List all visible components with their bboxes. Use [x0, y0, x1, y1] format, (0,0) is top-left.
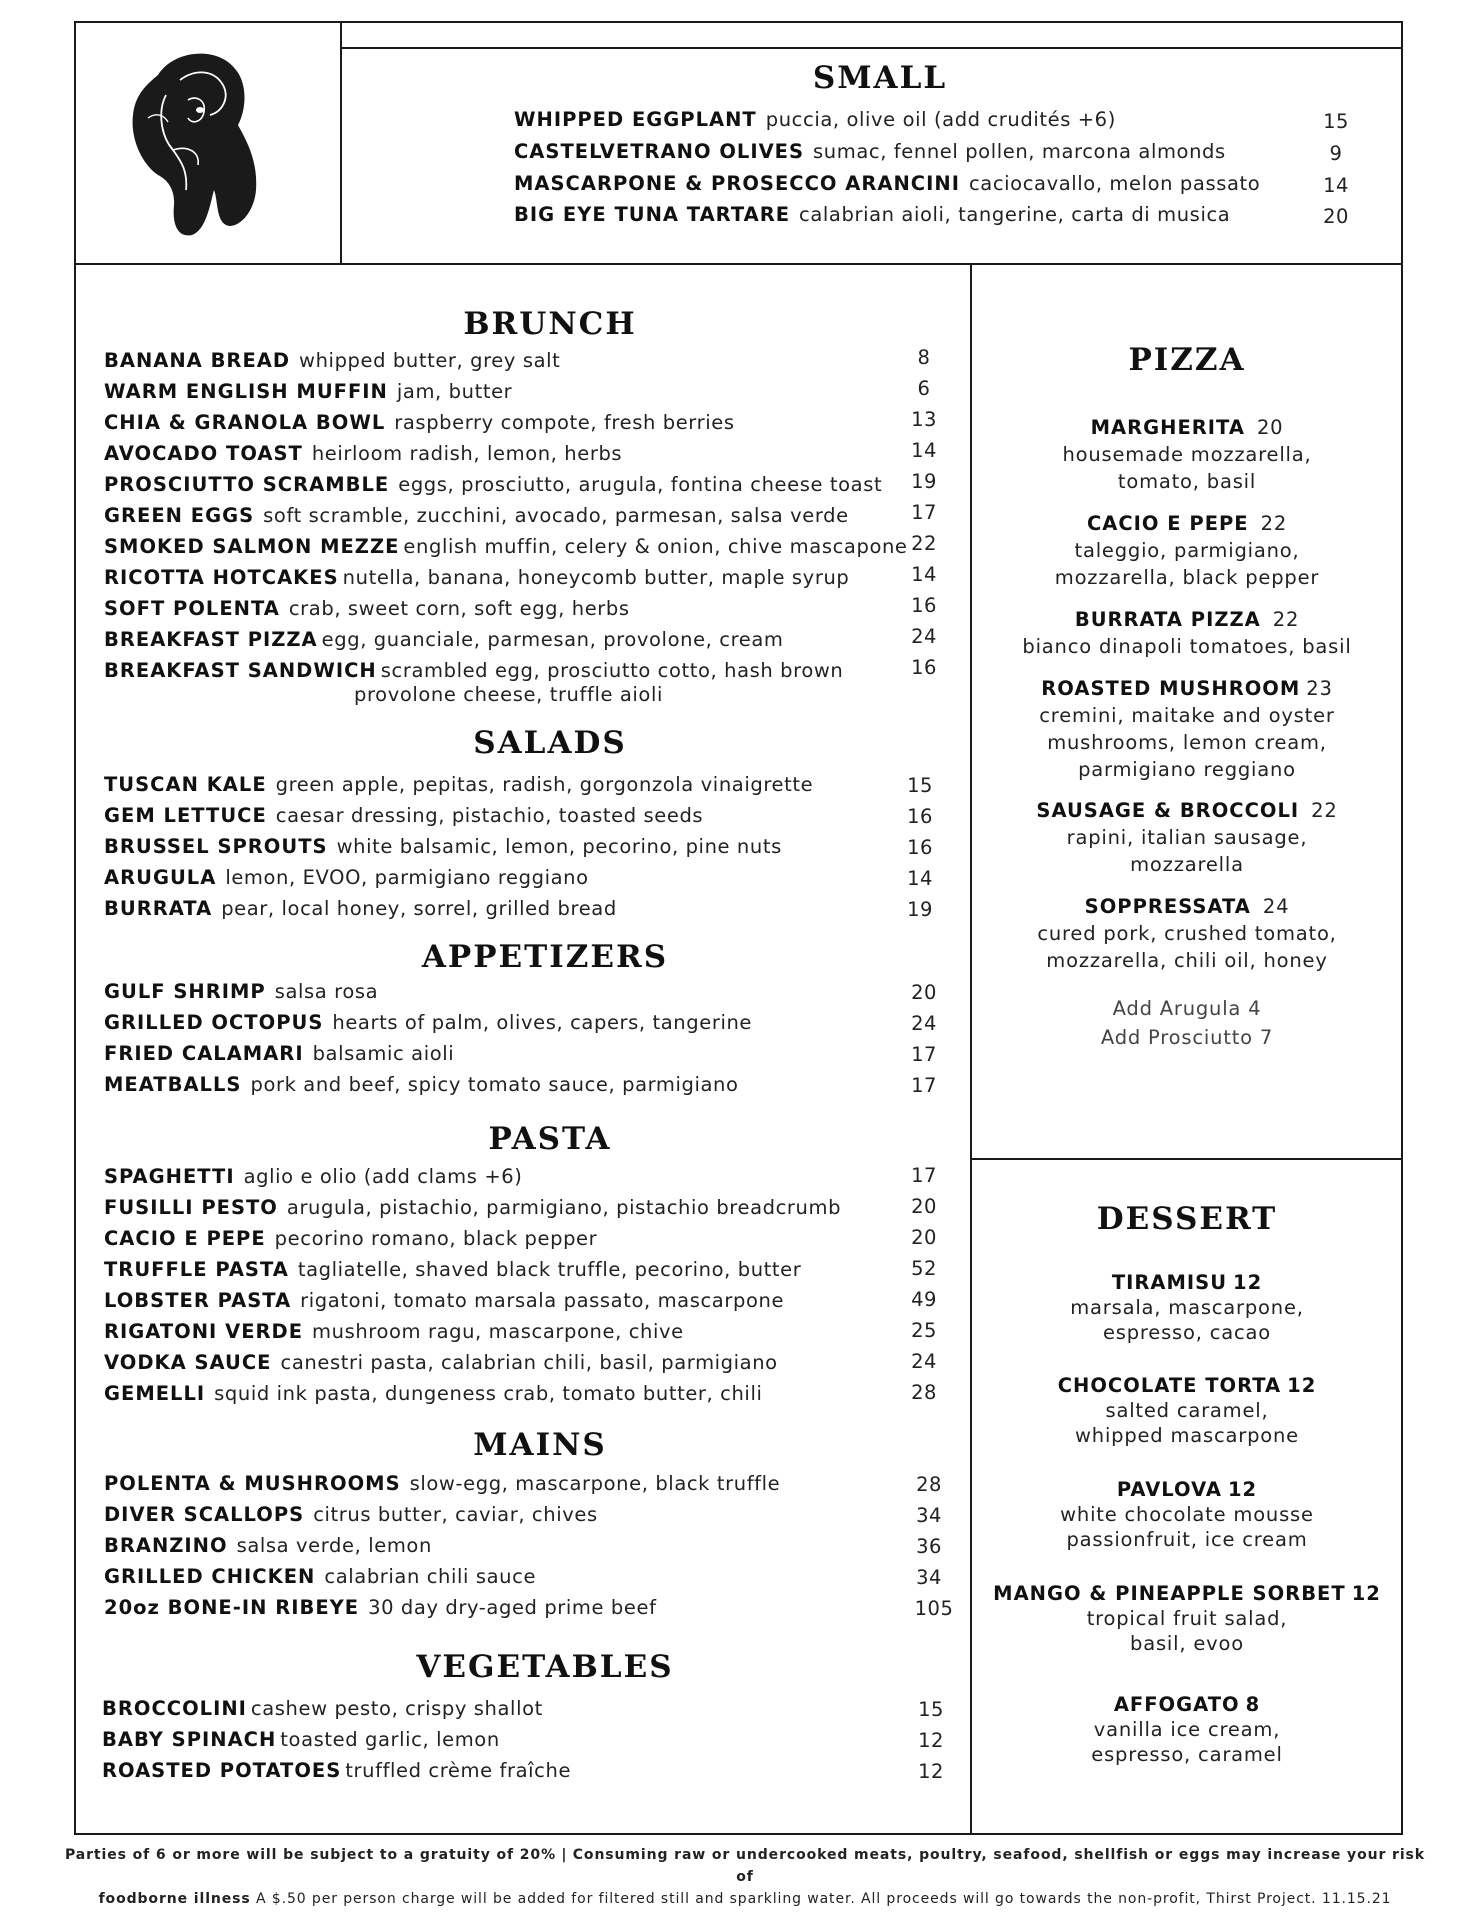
vegetables-price: 12 — [918, 1729, 944, 1752]
brunch-price: 6 — [917, 377, 931, 400]
brunch-item: GREEN EGGS soft scramble, zucchini, avocado, parmesan, salsa verde — [104, 504, 849, 527]
pizza-item: ROASTED MUSHROOM 23 cremini, maitake and oyster mushrooms, lemon cream, parmigiano reggiano — [1039, 677, 1335, 781]
appetizers-price: 17 — [911, 1074, 937, 1097]
pasta-price: 49 — [911, 1288, 937, 1311]
mains-item: 20oz BONE-IN RIBEYE 30 day dry-aged prime beef — [104, 1596, 657, 1619]
brunch-item: WARM ENGLISH MUFFIN jam, butter — [104, 380, 513, 403]
salads-item: TUSCAN KALE green apple, pepitas, radish, gorgonzola vinaigrette — [104, 773, 814, 796]
small-item: MASCARPONE & PROSECCO ARANCINI caciocavallo, melon passato — [514, 172, 1261, 195]
mains-title: MAINS — [473, 1427, 607, 1463]
salads-price: 16 — [907, 836, 933, 859]
pasta-price: 28 — [911, 1381, 937, 1404]
dessert-item: MANGO & PINEAPPLE SORBET 12 tropical fruit salad, basil, evoo — [993, 1582, 1381, 1655]
small-price: 20 — [1323, 205, 1349, 228]
vegetables-title: VEGETABLES — [416, 1649, 674, 1685]
small-title: SMALL — [812, 60, 948, 96]
frame-right — [1401, 21, 1403, 1835]
dessert-item: PAVLOVA 12 white chocolate mousse passionfruit, ice cream — [1060, 1478, 1314, 1551]
mains-price: 34 — [916, 1504, 942, 1527]
salads-item: BURRATA pear, local honey, sorrel, grilled bread — [104, 897, 617, 920]
elephant-logo-icon — [118, 40, 268, 240]
pasta-item: FUSILLI PESTO arugula, pistachio, parmigiano, pistachio breadcrumb — [104, 1196, 842, 1219]
small-item: BIG EYE TUNA TARTARE calabrian aioli, tangerine, carta di musica — [514, 203, 1231, 226]
dessert-item: TIRAMISU 12 marsala, mascarpone, espresso, cacao — [1070, 1271, 1304, 1344]
pasta-item: CACIO E PEPE pecorino romano, black pepper — [104, 1227, 598, 1250]
pasta-price: 17 — [911, 1164, 937, 1187]
mains-item: DIVER SCALLOPS citrus butter, caviar, chives — [104, 1503, 598, 1526]
pasta-price: 20 — [911, 1226, 937, 1249]
brunch-item: CHIA & GRANOLA BOWL raspberry compote, fresh berries — [104, 411, 735, 434]
brunch-price: 8 — [917, 346, 931, 369]
vegetables-item: BROCCOLINI cashew pesto, crispy shallot — [102, 1697, 543, 1720]
brunch-item: SMOKED SALMON MEZZE english muffin, celery & onion, chive mascapone — [104, 535, 908, 558]
salads-price: 15 — [907, 774, 933, 797]
salads-price: 14 — [907, 867, 933, 890]
mains-price: 34 — [916, 1566, 942, 1589]
brunch-price: 14 — [911, 563, 937, 586]
brunch-price: 17 — [911, 501, 937, 524]
frame-bottom — [74, 1833, 1403, 1835]
dessert-title: DESSERT — [1096, 1201, 1278, 1237]
pizza-addon: Add Prosciutto 7 — [1100, 1026, 1274, 1049]
pasta-price: 25 — [911, 1319, 937, 1342]
mains-item: GRILLED CHICKEN calabrian chili sauce — [104, 1565, 537, 1588]
brunch-price: 24 — [911, 625, 937, 648]
appetizers-item: MEATBALLS pork and beef, spicy tomato sauce, parmigiano — [104, 1073, 739, 1096]
frame-left — [74, 21, 76, 1835]
brunch-item: BREAKFAST SANDWICH scrambled egg, prosciutto cotto, hash brown — [104, 659, 844, 682]
brunch-title: BRUNCH — [463, 306, 637, 342]
small-header-rule — [340, 47, 1403, 49]
brunch-price: 13 — [911, 408, 937, 431]
brunch-item: BANANA BREAD whipped butter, grey salt — [104, 349, 561, 372]
brunch-price: 22 — [911, 532, 937, 555]
pasta-item: TRUFFLE PASTA tagliatelle, shaved black truffle, pecorino, butter — [104, 1258, 802, 1281]
brunch-item: BREAKFAST PIZZA egg, guanciale, parmesan, provolone, cream — [104, 628, 784, 651]
vegetables-price: 12 — [918, 1760, 944, 1783]
pizza-addon: Add Arugula 4 — [1112, 997, 1262, 1020]
small-item: WHIPPED EGGPLANT puccia, olive oil (add crudités +6) — [514, 108, 1116, 131]
appetizers-item: FRIED CALAMARI balsamic aioli — [104, 1042, 455, 1065]
brunch-item: AVOCADO TOAST heirloom radish, lemon, herbs — [104, 442, 623, 465]
salads-price: 16 — [907, 805, 933, 828]
brunch-item-continuation: provolone cheese, truffle aioli — [354, 683, 663, 706]
pizza-item: MARGHERITA 20 housemade mozzarella, tomato, basil — [1062, 416, 1312, 493]
pasta-item: RIGATONI VERDE mushroom ragu, mascarpone, chive — [104, 1320, 684, 1343]
dessert-item: AFFOGATO 8 vanilla ice cream, espresso, caramel — [1091, 1693, 1283, 1766]
small-item: CASTELVETRANO OLIVES sumac, fennel pollen, marcona almonds — [514, 140, 1226, 163]
pizza-item: SAUSAGE & BROCCOLI 22 rapini, italian sausage, mozzarella — [1036, 799, 1338, 876]
pasta-item: GEMELLI squid ink pasta, dungeness crab, tomato butter, chili — [104, 1382, 763, 1405]
column-divider — [970, 263, 972, 1835]
pasta-price: 52 — [911, 1257, 937, 1280]
pizza-dessert-divider — [970, 1158, 1403, 1160]
brunch-price: 14 — [911, 439, 937, 462]
appetizers-price: 20 — [911, 981, 937, 1004]
pasta-price: 20 — [911, 1195, 937, 1218]
salads-item: ARUGULA lemon, EVOO, parmigiano reggiano — [104, 866, 589, 889]
small-price: 15 — [1323, 110, 1349, 133]
pizza-item: BURRATA PIZZA 22 bianco dinapoli tomatoes, basil — [1022, 608, 1352, 658]
brunch-price: 16 — [911, 656, 937, 679]
salads-item: BRUSSEL SPROUTS white balsamic, lemon, pecorino, pine nuts — [104, 835, 782, 858]
small-price: 9 — [1329, 142, 1343, 165]
top-section-divider — [74, 263, 1403, 265]
mains-price: 28 — [916, 1473, 942, 1496]
appetizers-item: GULF SHRIMP salsa rosa — [104, 980, 379, 1003]
frame-top-left — [74, 21, 1403, 23]
pasta-item: VODKA SAUCE canestri pasta, calabrian chili, basil, parmigiano — [104, 1351, 778, 1374]
mains-item: POLENTA & MUSHROOMS slow-egg, mascarpone, black truffle — [104, 1472, 781, 1495]
appetizers-item: GRILLED OCTOPUS hearts of palm, olives, capers, tangerine — [104, 1011, 753, 1034]
salads-price: 19 — [907, 898, 933, 921]
appetizers-title: APPETIZERS — [421, 939, 669, 975]
salads-title: SALADS — [473, 725, 627, 761]
mains-price: 36 — [916, 1535, 942, 1558]
vegetables-item: ROASTED POTATOES truffled crème fraîche — [102, 1759, 572, 1782]
pizza-item: SOPPRESSATA 24 cured pork, crushed tomato, mozzarella, chili oil, honey — [1037, 895, 1337, 972]
dessert-item: CHOCOLATE TORTA 12 salted caramel, whipped mascarpone — [1057, 1374, 1317, 1447]
salads-item: GEM LETTUCE caesar dressing, pistachio, toasted seeds — [104, 804, 704, 827]
mains-price: 105 — [914, 1597, 954, 1620]
pasta-title: PASTA — [488, 1121, 612, 1157]
mains-item: BRANZINO salsa verde, lemon — [104, 1534, 432, 1557]
brunch-price: 16 — [911, 594, 937, 617]
appetizers-price: 24 — [911, 1012, 937, 1035]
brunch-item: PROSCIUTTO SCRAMBLE eggs, prosciutto, arugula, fontina cheese toast — [104, 473, 883, 496]
pasta-item: SPAGHETTI aglio e olio (add clams +6) — [104, 1165, 523, 1188]
logo-box-divider — [340, 21, 342, 265]
brunch-item: SOFT POLENTA crab, sweet corn, soft egg, herbs — [104, 597, 630, 620]
pasta-item: LOBSTER PASTA rigatoni, tomato marsala passato, mascarpone — [104, 1289, 785, 1312]
pasta-price: 24 — [911, 1350, 937, 1373]
vegetables-price: 15 — [918, 1698, 944, 1721]
vegetables-item: BABY SPINACH toasted garlic, lemon — [102, 1728, 500, 1751]
pizza-title: PIZZA — [1128, 342, 1246, 378]
appetizers-price: 17 — [911, 1043, 937, 1066]
pizza-item: CACIO E PEPE 22 taleggio, parmigiano, mozzarella, black pepper — [1054, 512, 1320, 589]
footer-notice: Parties of 6 or more will be subject to a gratuity of 20% | Consuming raw or undercooked meats, poultry, seafood, shellfish or eggs may increase your risk of foodborne illness A $.50 per person charge will be added for filtered still and sparkling water. All proceeds will go towards the non-profit, Thirst Project. 11.15.21 — [65, 1847, 1425, 1907]
brunch-item: RICOTTA HOTCAKES nutella, banana, honeycomb butter, maple syrup — [104, 566, 850, 589]
brunch-price: 19 — [911, 470, 937, 493]
small-price: 14 — [1323, 174, 1349, 197]
